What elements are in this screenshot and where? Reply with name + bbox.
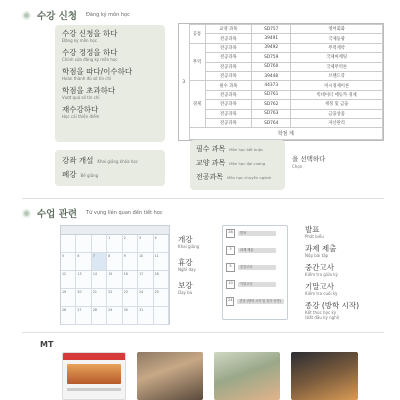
table-cell: 전공과목 bbox=[205, 100, 252, 109]
table-cell: SD764 bbox=[252, 118, 291, 127]
term-vietnamese: Nộp bài tập bbox=[305, 253, 329, 258]
lecture-term bbox=[62, 170, 158, 179]
calendar-day: 6 bbox=[76, 253, 91, 271]
table-row bbox=[179, 62, 383, 71]
table-cell: 금융상품 bbox=[291, 109, 383, 118]
term-korean: 필수 과목 bbox=[196, 145, 226, 153]
table-cell: 영어회화 bbox=[291, 25, 383, 34]
term-vietnamese: Môn học đại cương bbox=[229, 161, 266, 166]
photo-campfire bbox=[291, 352, 358, 400]
term-vietnamese: Phát biểu bbox=[305, 234, 324, 239]
table-cell: 미시경제이론 bbox=[291, 81, 383, 90]
table-row bbox=[179, 25, 383, 34]
term-korean: 재수강하다 bbox=[62, 105, 99, 114]
note-date: 28 bbox=[226, 229, 235, 238]
calendar-day: 19 bbox=[61, 289, 76, 307]
choose-term bbox=[292, 155, 325, 169]
term-korean: 학점을 초과하다 bbox=[62, 86, 116, 95]
registration-term bbox=[62, 29, 158, 43]
calendar-day: 2 bbox=[123, 235, 138, 253]
term-korean: 폐강 bbox=[62, 170, 77, 179]
table-cell: 국제등광 bbox=[291, 34, 383, 43]
calendar-day: 28 bbox=[92, 307, 107, 325]
note-row bbox=[226, 229, 284, 238]
calendar-day: 5 bbox=[61, 253, 76, 271]
calendar-day: 18 bbox=[154, 271, 169, 289]
term-korean: 수강 신청을 하다 bbox=[62, 29, 118, 38]
term-vietnamese: Kiểm tra cuối kỳ bbox=[305, 291, 338, 296]
calendar-day: 26 bbox=[61, 307, 76, 325]
table-group-cell: 공통 bbox=[189, 25, 205, 44]
calendar-day: 4 bbox=[154, 235, 169, 253]
curriculum-table bbox=[178, 23, 384, 141]
subject-type bbox=[196, 172, 279, 182]
term-korean: 강좌 개설 bbox=[62, 156, 94, 165]
table-cell: 무역계약 bbox=[291, 43, 383, 52]
table-group-cell: 무역 bbox=[189, 43, 205, 81]
table-row bbox=[179, 71, 383, 80]
term-vietnamese: Kết thúc học kỳ (bắt đầu kỳ nghỉ) bbox=[305, 310, 340, 320]
term-korean: 보강 bbox=[178, 281, 193, 290]
table-cell: SD761 bbox=[252, 90, 291, 99]
table-cell: 전공과목 bbox=[205, 43, 252, 52]
subject-type bbox=[196, 144, 279, 154]
calendar-day bbox=[92, 235, 107, 253]
table-side-label: 3 bbox=[182, 79, 186, 85]
table-cell: SD763 bbox=[252, 109, 291, 118]
table-cell: 전공과목 bbox=[205, 62, 252, 71]
section-title: 수업 관련 bbox=[37, 209, 78, 220]
registration-term bbox=[62, 67, 158, 81]
calendar-day: 13 bbox=[76, 271, 91, 289]
calendar-header bbox=[61, 226, 169, 235]
calendar-day: 3 bbox=[138, 235, 153, 253]
table-cell: 필수 과목 bbox=[205, 81, 252, 90]
term-vietnamese: Vượt quá số tín chỉ bbox=[62, 95, 100, 100]
calendar-day: 29 bbox=[107, 307, 122, 325]
table-cell: 전공과목 bbox=[205, 118, 252, 127]
term-korean: 과제 제출 bbox=[305, 244, 337, 253]
calendar-day: 21 bbox=[92, 289, 107, 307]
calendar-day: 22 bbox=[107, 289, 122, 307]
table-cell: 44373 bbox=[252, 81, 291, 90]
note-text: 발표 bbox=[238, 231, 276, 236]
photo-app-screenshot bbox=[62, 352, 126, 400]
class-term bbox=[305, 244, 359, 258]
calendar-day: 15 bbox=[107, 271, 122, 289]
calendar-day: 8 bbox=[107, 253, 122, 271]
table-cell: SD757 bbox=[252, 25, 291, 34]
bullet-icon bbox=[22, 11, 31, 20]
calendar-day: 23 bbox=[123, 289, 138, 307]
section-subtitle: Từ vựng liên quan đến tiết học bbox=[86, 210, 163, 216]
table-row bbox=[179, 53, 383, 62]
term-korean: 개강 bbox=[178, 235, 193, 244]
table-cell: 39492 bbox=[252, 43, 291, 52]
section-title: 수강 신청 bbox=[37, 11, 78, 22]
term-vietnamese: Nghỉ dạy bbox=[178, 267, 196, 272]
calendar-day: 27 bbox=[76, 307, 91, 325]
class-term bbox=[305, 301, 359, 320]
table-row bbox=[179, 43, 383, 52]
term-korean: 기말고사 bbox=[305, 282, 334, 291]
table-total-row bbox=[179, 128, 383, 140]
calendar-day: 30 bbox=[123, 307, 138, 325]
schedule-term bbox=[178, 235, 199, 249]
calendar-day: 12 bbox=[61, 271, 76, 289]
schedule-term bbox=[178, 258, 199, 272]
table-cell: 전공과목 bbox=[205, 90, 252, 99]
table-cell: 브랜드학 bbox=[291, 71, 383, 80]
term-korean: 수강 정정을 하다 bbox=[62, 48, 118, 57]
table-row bbox=[179, 81, 383, 90]
calendar-day: 17 bbox=[138, 271, 153, 289]
table-cell: 전공과목 bbox=[205, 109, 252, 118]
table-row bbox=[179, 100, 383, 109]
class-term bbox=[305, 263, 359, 277]
term-korean: 발표 bbox=[305, 225, 320, 234]
lecture-terms-panel bbox=[55, 150, 165, 186]
table-cell: 국제마케팅 bbox=[291, 53, 383, 62]
table-group-cell: 경제 bbox=[189, 81, 205, 128]
term-vietnamese: Môn học bắt buộc bbox=[229, 147, 264, 152]
section-divider bbox=[22, 332, 384, 333]
note-row bbox=[226, 297, 284, 306]
choose-vi: Chọn bbox=[292, 164, 303, 169]
subject-types-panel bbox=[190, 140, 285, 190]
term-korean: 중간고사 bbox=[305, 263, 334, 272]
calendar-day: 11 bbox=[154, 253, 169, 271]
term-vietnamese: Đăng ký môn học bbox=[62, 38, 98, 43]
class-term bbox=[305, 225, 359, 239]
bullet-icon bbox=[22, 209, 31, 218]
note-date: 24 bbox=[226, 297, 234, 306]
term-vietnamese: Chỉnh sửa đăng ký môn học bbox=[62, 57, 118, 62]
class-terms bbox=[305, 225, 359, 325]
schedule-notes bbox=[222, 225, 288, 320]
registration-term bbox=[62, 86, 158, 100]
term-vietnamese: Học cải thiện điểm bbox=[62, 114, 100, 119]
calendar bbox=[60, 225, 170, 325]
calendar-day: 14 bbox=[92, 271, 107, 289]
note-row bbox=[226, 263, 284, 272]
section-header-class bbox=[22, 206, 163, 220]
calendar-day: 10 bbox=[138, 253, 153, 271]
calendar-day bbox=[76, 235, 91, 253]
term-korean: 학점을 따다/이수하다 bbox=[62, 67, 133, 76]
note-date: 3 bbox=[226, 246, 235, 255]
table-row bbox=[179, 109, 383, 118]
calendar-day: 24 bbox=[138, 289, 153, 307]
term-vietnamese: Hoàn thành đủ số tín chỉ bbox=[62, 76, 112, 81]
note-text: 과제 제출 bbox=[238, 248, 276, 253]
term-korean: 휴강 bbox=[178, 258, 193, 267]
table-cell: 39448 bbox=[252, 71, 291, 80]
calendar-day: 25 bbox=[154, 289, 169, 307]
class-term bbox=[305, 282, 359, 296]
section-title-mt: MT bbox=[40, 340, 54, 349]
calendar-day: 20 bbox=[76, 289, 91, 307]
table-cell: 전공과목 bbox=[205, 34, 252, 43]
table-cell: 전공과목 bbox=[205, 53, 252, 62]
registration-term bbox=[62, 48, 158, 62]
term-vietnamese: Môn học chuyên ngành bbox=[227, 175, 272, 180]
calendar-day: 7 bbox=[92, 253, 107, 271]
table-row bbox=[179, 90, 383, 99]
schedule-terms bbox=[178, 235, 199, 304]
table-cell: 국제무역론 bbox=[291, 62, 383, 71]
subject-type bbox=[196, 158, 279, 168]
note-date: 10 bbox=[226, 280, 235, 289]
calendar-day: 31 bbox=[138, 307, 153, 325]
table-cell: 자산관리 bbox=[291, 118, 383, 127]
term-korean: 종강 (방학 시작) bbox=[305, 301, 360, 310]
table-cell: 재정 및 금융 bbox=[291, 100, 383, 109]
calendar-day bbox=[61, 235, 76, 253]
note-text: 기말고사 bbox=[238, 282, 276, 287]
registration-term bbox=[62, 105, 158, 119]
note-date: 5 bbox=[226, 263, 235, 272]
term-korean: 전공과목 bbox=[196, 173, 224, 181]
section-subtitle: Đăng ký môn học bbox=[86, 12, 130, 18]
table-cell: 빅데이터 에듀카 경제 bbox=[291, 90, 383, 99]
table-cell: SD759 bbox=[252, 53, 291, 62]
calendar-day: 16 bbox=[123, 271, 138, 289]
table-cell: 교양 과목 bbox=[205, 25, 252, 34]
table-cell: 전공과목 bbox=[205, 71, 252, 80]
term-korean: 교양 과목 bbox=[196, 159, 226, 167]
table-row bbox=[179, 34, 383, 43]
note-row bbox=[226, 246, 284, 255]
photo-students-group bbox=[137, 352, 203, 400]
choose-ko: 을 선택하다 bbox=[292, 155, 326, 163]
table-total: 학점 계 bbox=[189, 128, 383, 140]
table-row bbox=[179, 118, 383, 127]
term-vietnamese: Khai giảng khóa học bbox=[97, 159, 139, 164]
term-vietnamese: Bế giảng bbox=[80, 173, 99, 178]
schedule-term bbox=[178, 281, 199, 295]
calendar-day: 1 bbox=[107, 235, 122, 253]
section-divider bbox=[22, 198, 384, 199]
term-vietnamese: Khai giảng bbox=[178, 244, 200, 249]
note-text: 종강 (방학 시작 및 휴가 선약) bbox=[237, 299, 284, 304]
term-vietnamese: Dạy bù bbox=[178, 290, 193, 295]
calendar-day bbox=[154, 307, 169, 325]
table-cell: SD762 bbox=[252, 100, 291, 109]
table-cell: SD760 bbox=[252, 62, 291, 71]
table-cell: 39491 bbox=[252, 34, 291, 43]
section-header-registration bbox=[22, 8, 130, 22]
term-vietnamese: Kiểm tra giữa kỳ bbox=[305, 272, 338, 277]
lecture-term bbox=[62, 156, 158, 165]
note-text: 중간고사 bbox=[238, 265, 276, 270]
calendar-day: 9 bbox=[123, 253, 138, 271]
photo-friends-outdoors bbox=[214, 352, 280, 400]
registration-terms-panel bbox=[55, 25, 165, 142]
note-row bbox=[226, 280, 284, 289]
